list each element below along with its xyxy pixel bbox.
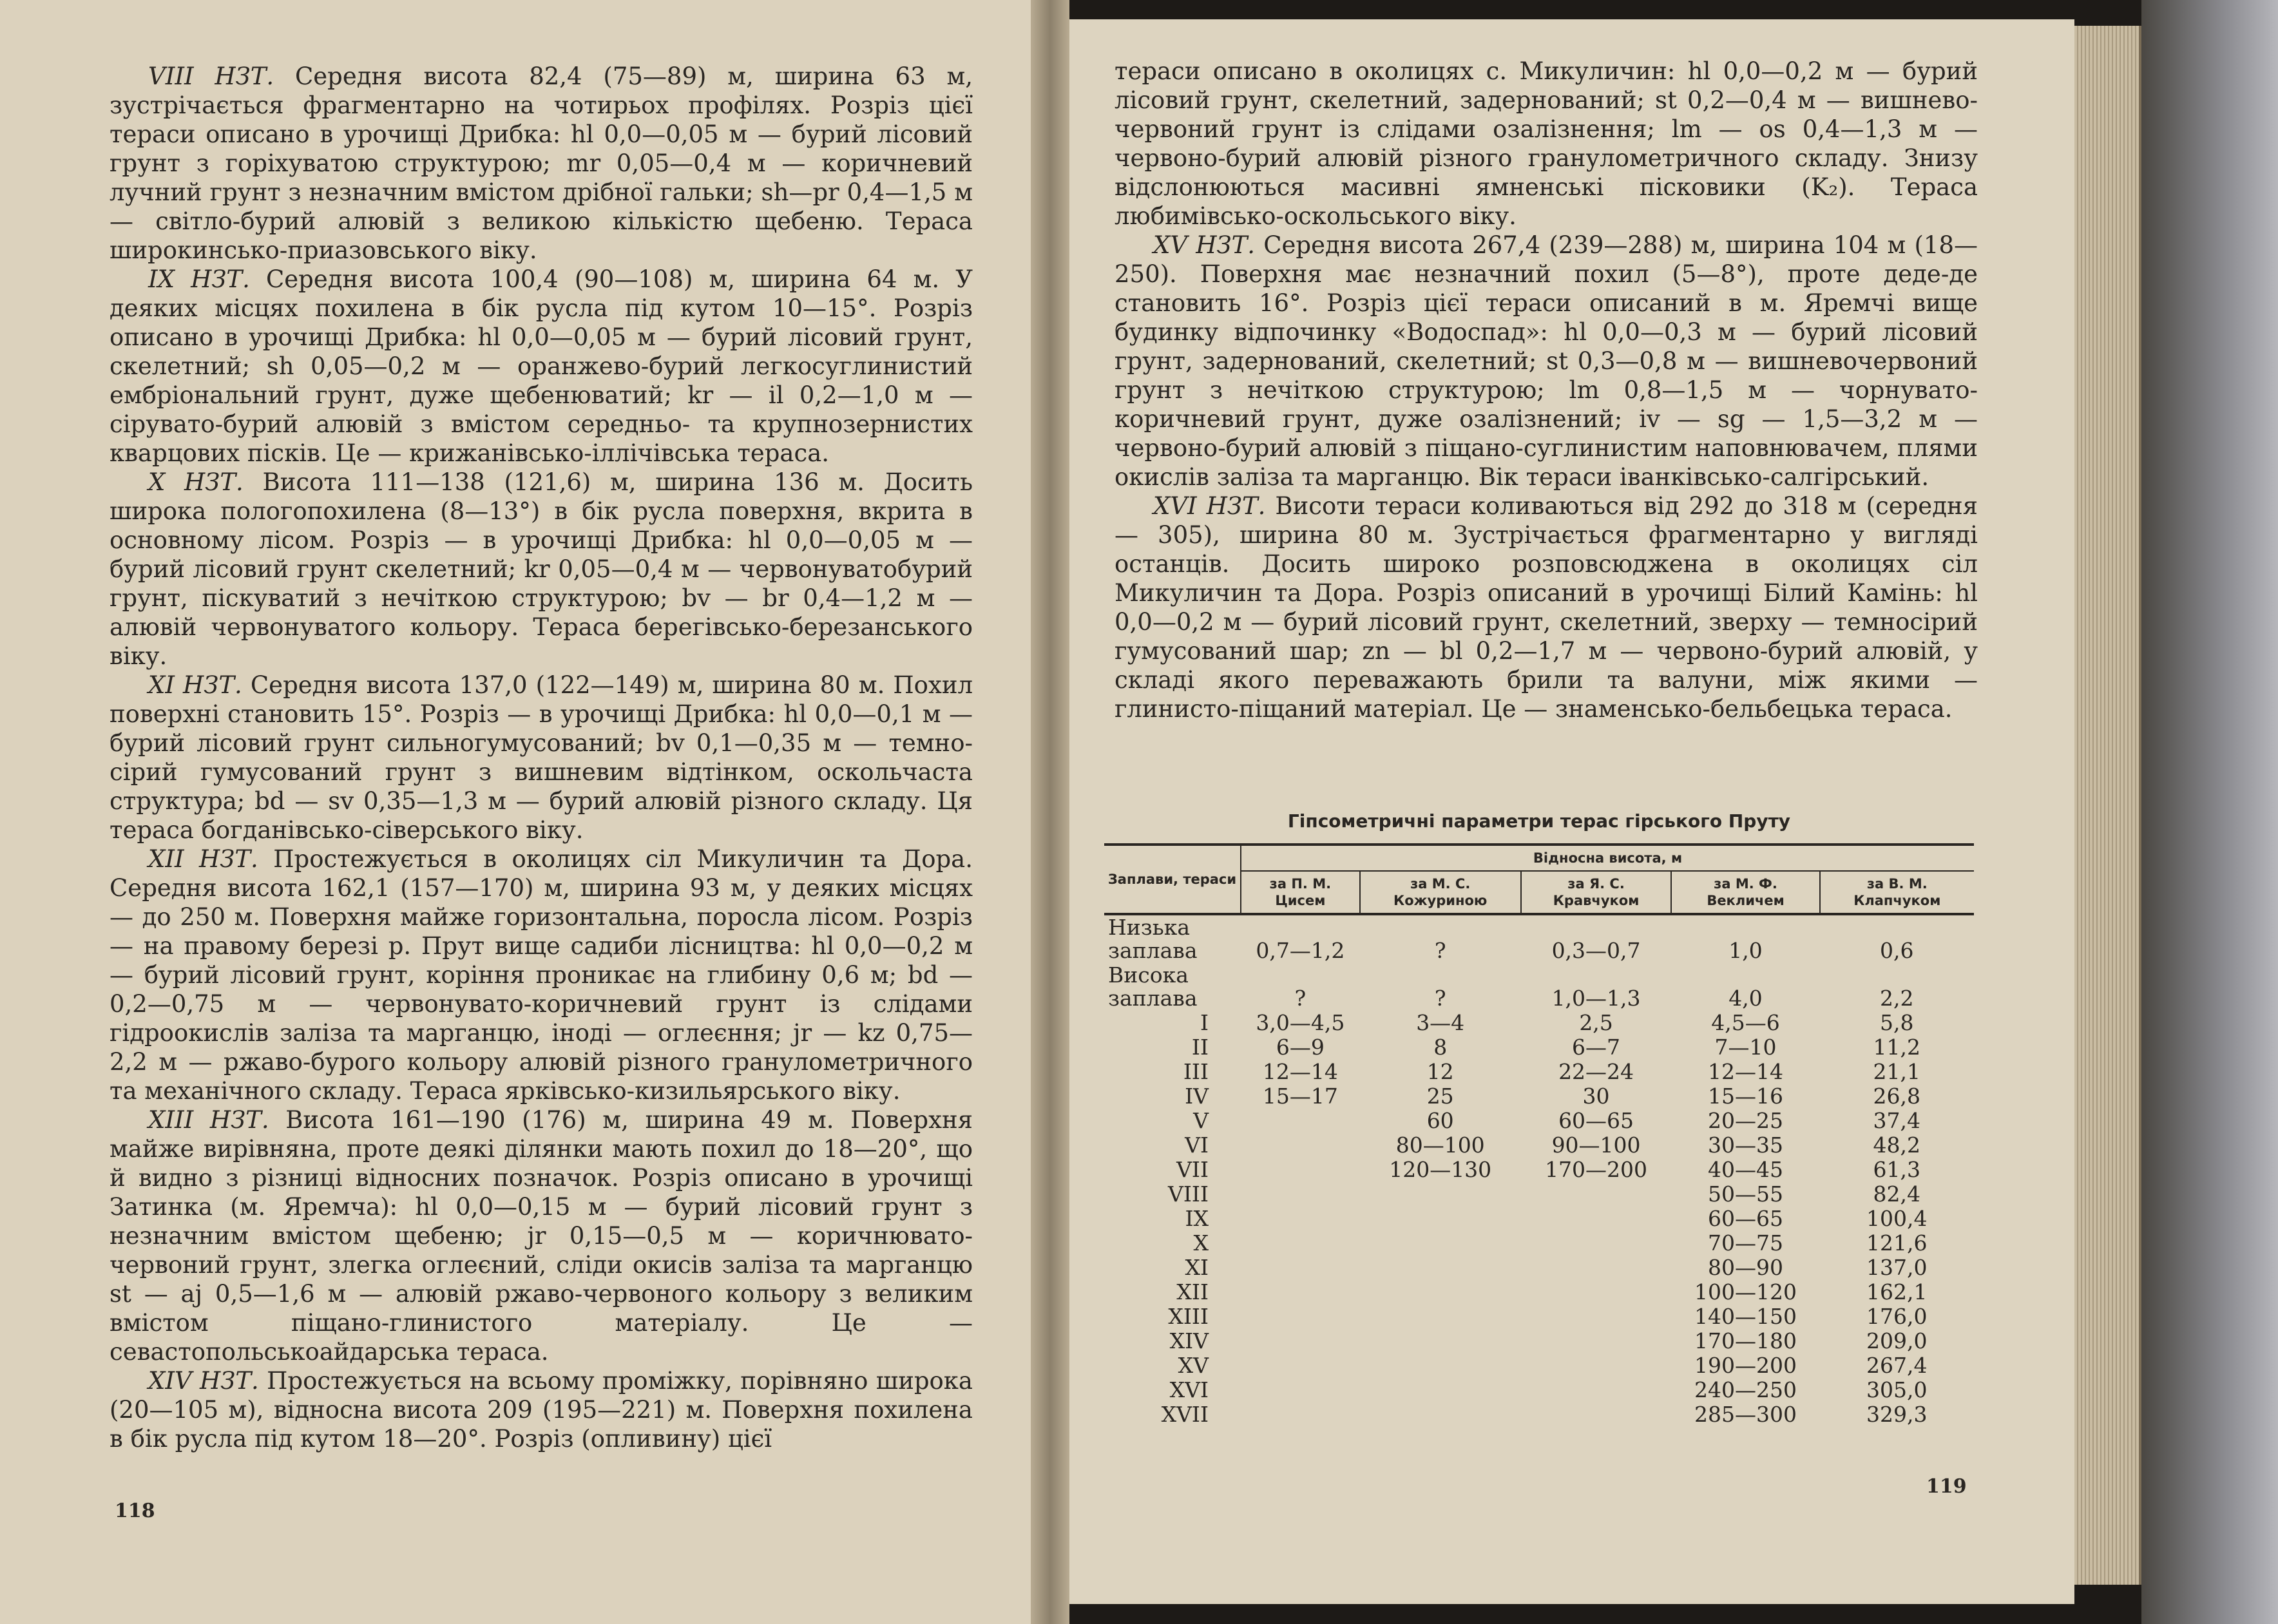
row-label: XIV xyxy=(1169,1328,1209,1353)
table-cell: 6—7 xyxy=(1572,1035,1621,1060)
page-number-left: 118 xyxy=(115,1500,155,1522)
table-cell: 329,3 xyxy=(1866,1402,1928,1427)
table-cell: 6—9 xyxy=(1276,1035,1325,1060)
table-cell xyxy=(1360,1231,1521,1256)
table-cell: 3,0—4,5 xyxy=(1256,1010,1345,1035)
table-cell: 15—16 xyxy=(1708,1084,1784,1109)
hypsometric-table xyxy=(1104,843,1974,1427)
table-cell: ? xyxy=(1294,986,1306,1011)
table-row xyxy=(1104,1182,1974,1207)
table-cell: 20—25 xyxy=(1708,1108,1784,1133)
table-cell xyxy=(1241,1256,1360,1280)
table-row xyxy=(1104,1060,1974,1084)
terrace-heading: XV НЗТ. xyxy=(1153,231,1256,259)
terrace-heading: IX НЗТ. xyxy=(148,265,250,293)
table-row xyxy=(1104,1109,1974,1133)
table-cell xyxy=(1521,1231,1672,1256)
table-cell: 137,0 xyxy=(1866,1255,1928,1280)
table-row xyxy=(1104,1329,1974,1353)
row-label: XII xyxy=(1176,1279,1209,1304)
row-label: Низька заплава xyxy=(1108,915,1198,963)
table-cell: 30—35 xyxy=(1708,1132,1784,1158)
table-cell: 11,2 xyxy=(1873,1035,1921,1060)
table-cell xyxy=(1360,1329,1521,1353)
table-cell: 2,5 xyxy=(1579,1010,1613,1035)
table-cell: 60 xyxy=(1426,1108,1454,1133)
table-cell: 4,5—6 xyxy=(1711,1010,1780,1035)
table-cell: 7—10 xyxy=(1714,1035,1777,1060)
table-row xyxy=(1104,1280,1974,1304)
paragraph xyxy=(110,1366,973,1453)
table-cell: 2,2 xyxy=(1880,986,1914,1011)
row-label: VII xyxy=(1176,1157,1209,1182)
table-row xyxy=(1104,1084,1974,1109)
table-cell xyxy=(1241,1109,1360,1133)
terrace-heading: XI НЗТ. xyxy=(148,671,242,699)
left-page-text xyxy=(110,62,973,1453)
paragraph-body: тераси описано в околицях с. Микуличин: hl 0,0—0,2 м — бурий лісовий грунт, скелетний, задернований; st 0,2—0,4 м — вишнево-червоний грунт із слідами озалізнення; lm — os 0,4—1,3 м — червоно-бурий алювій різного гранулометричного складу. Знизу відслонюються масивні ямненські пісковики (K₂). Тераса любимівсько-оскольського віку. xyxy=(1115,57,1978,230)
book-gutter xyxy=(1031,0,1069,1624)
table-cell xyxy=(1521,1402,1672,1427)
paragraph-body: Середня висота 137,0 (122—149) м, ширина 80 м. Похил поверхні становить 15°. Розріз — в урочищі Дрибка: hl 0,0—0,1 м — бурий лісовий грунт сильногумусований; bv 0,1—0,35 м — темно-сірий гумусований грунт з вишневим відтінком, оскольчаста структура; bd — sv 0,35—1,3 м — бурий алювій різного складу. Ця тераса богданівсько-сіверського віку. xyxy=(110,671,973,844)
table-cell xyxy=(1360,1378,1521,1402)
table-cell xyxy=(1360,1280,1521,1304)
table-cell: 60—65 xyxy=(1708,1206,1784,1231)
table-row xyxy=(1104,1402,1974,1427)
table-cell xyxy=(1521,1280,1672,1304)
table-cell: 121,6 xyxy=(1866,1230,1928,1256)
paragraph-body: Середня висота 267,4 (239—288) м, ширина 104 м (18—250). Поверхня має незначний похил (5—8°), проте деде-де становить 16°. Розріз цієї тераси описаний в м. Яремчі вище будинку відпочинку «Водоспад»: hl 0,0—0,3 м — бурий лісовий грунт, задернований, скелетний; st 0,3—0,8 м — вишневочервоний грунт з нечіткою структурою; lm 0,8—1,5 м — чорнувато-коричневий грунт, дуже озалізнений; iv — sg — 1,5—3,2 м — червоно-бурий алювій з піщано-суглинистим наповнювачем, плями окислів заліза та марганцю. Вік тераси іванківсько-салгірський. xyxy=(1115,231,1978,491)
paragraph xyxy=(110,265,973,468)
right-page-text xyxy=(1115,57,1978,723)
table-cell: 5,8 xyxy=(1880,1010,1914,1035)
table-row xyxy=(1104,1035,1974,1060)
row-label: VIII xyxy=(1168,1181,1209,1207)
table-row xyxy=(1104,963,1974,1011)
table-cell xyxy=(1360,1256,1521,1280)
table-cell xyxy=(1241,1231,1360,1256)
table-cell: 170—180 xyxy=(1694,1328,1797,1353)
table-row xyxy=(1104,1256,1974,1280)
column-header: за Я. С. Кравчуком xyxy=(1521,871,1672,914)
hypsometric-table-block xyxy=(1104,810,1974,1427)
table-row xyxy=(1104,1207,1974,1231)
terrace-heading: XVI НЗТ. xyxy=(1153,492,1266,520)
table-cell: 48,2 xyxy=(1873,1132,1921,1158)
table-cell: 26,8 xyxy=(1873,1084,1921,1109)
table-cell xyxy=(1241,1329,1360,1353)
paragraph xyxy=(110,845,973,1105)
row-label: II xyxy=(1191,1035,1209,1060)
table-cell: 190—200 xyxy=(1694,1353,1797,1378)
table-cell: 170—200 xyxy=(1545,1157,1648,1182)
column-header: за П. М. Цисем xyxy=(1241,871,1360,914)
column-header: за М. С. Кожуриною xyxy=(1360,871,1521,914)
table-body xyxy=(1104,914,1974,1427)
row-label: XV xyxy=(1178,1353,1209,1378)
table-cell: 80—90 xyxy=(1708,1255,1784,1280)
table-cell: 90—100 xyxy=(1551,1132,1641,1158)
table-cell xyxy=(1521,1256,1672,1280)
table-cell xyxy=(1521,1329,1672,1353)
table-cell: 25 xyxy=(1426,1084,1454,1109)
table-cell xyxy=(1241,1182,1360,1207)
table-cell: 50—55 xyxy=(1708,1181,1784,1207)
table-cell: 209,0 xyxy=(1866,1328,1928,1353)
table-cell: ? xyxy=(1434,938,1446,963)
table-cell: 30 xyxy=(1582,1084,1610,1109)
table-cell xyxy=(1521,1353,1672,1378)
table-cell: 12—14 xyxy=(1708,1059,1784,1084)
table-cell xyxy=(1360,1402,1521,1427)
table-cell: 12—14 xyxy=(1262,1059,1338,1084)
row-label: XIII xyxy=(1168,1304,1209,1329)
background xyxy=(2141,0,2278,1624)
table-cell: 12 xyxy=(1426,1059,1454,1084)
table-cell: 0,3—0,7 xyxy=(1551,938,1641,963)
table-cell: 60—65 xyxy=(1558,1108,1634,1133)
terrace-heading: VIII НЗТ. xyxy=(148,62,274,90)
table-row xyxy=(1104,1158,1974,1182)
table-row xyxy=(1104,1304,1974,1329)
table-cell: ? xyxy=(1434,986,1446,1011)
group-header: Відносна висота, м xyxy=(1241,845,1974,871)
table-row xyxy=(1104,1011,1974,1035)
paragraph xyxy=(110,468,973,671)
row-label: IV xyxy=(1185,1084,1209,1109)
table-cell: 61,3 xyxy=(1873,1157,1921,1182)
table-cell: 285—300 xyxy=(1694,1402,1797,1427)
table-cell xyxy=(1241,1304,1360,1329)
table-row xyxy=(1104,1378,1974,1402)
terrace-heading: XIII НЗТ. xyxy=(148,1106,269,1134)
paragraph xyxy=(110,1105,973,1366)
table-cell: 15—17 xyxy=(1262,1084,1338,1109)
page-edges xyxy=(2074,26,2141,1585)
row-label: IX xyxy=(1185,1206,1209,1231)
table-cell xyxy=(1521,1182,1672,1207)
table-cell: 40—45 xyxy=(1708,1157,1784,1182)
row-label: VI xyxy=(1185,1132,1209,1158)
paragraph xyxy=(110,62,973,265)
table-cell: 140—150 xyxy=(1694,1304,1797,1329)
paragraph-body: Висота 111—138 (121,6) м, ширина 136 м. Досить широка пологопохилена (8—13°) в бік русла поверхня, вкрита в основному лісом. Розріз — в урочищі Дрибка: hl 0,0—0,05 м — бурий лісовий грунт скелетний; kr 0,05—0,4 м — червонуватобурий грунт, піскуватий з нечіткою структурою; bv — br 0,4—1,2 м — алювій червонуватого кольору. Тераса берегівсько-березанського віку. xyxy=(110,468,973,670)
table-cell xyxy=(1360,1207,1521,1231)
table-cell: 70—75 xyxy=(1708,1230,1784,1256)
table-cell xyxy=(1241,1378,1360,1402)
paragraph xyxy=(1115,231,1978,492)
table-cell: 305,0 xyxy=(1866,1377,1928,1402)
paragraph-body: Простежується в околицях сіл Микуличин та Дора. Середня висота 162,1 (157—170) м, ширина 93 м, у деяких місцях — до 250 м. Поверхня майже горизонтальна, поросла лісом. Розріз — на правому березі р. Прут вище садиби лісництва: hl 0,0—0,2 м — бурий лісовий грунт, коріння проникає на глибину 0,6 м; bd — 0,2—0,75 м — червонувато-коричневий грунт із слідами гідроокислів заліза та марганцю, іноді — оглеєння; jr — kz 0,75—2,2 м — ржаво-бурого кольору алювій різного гранулометричного та механічного складу. Тераса ярківсько-кизильярського віку. xyxy=(110,845,973,1105)
row-label: I xyxy=(1200,1010,1209,1035)
paragraph xyxy=(110,671,973,845)
table-cell: 0,7—1,2 xyxy=(1256,938,1345,963)
table-cell: 100—120 xyxy=(1694,1279,1797,1304)
table-cell: 162,1 xyxy=(1866,1279,1928,1304)
table-cell: 120—130 xyxy=(1389,1157,1492,1182)
table-cell xyxy=(1521,1304,1672,1329)
table-cell xyxy=(1241,1133,1360,1158)
row-label: XVII xyxy=(1161,1402,1209,1427)
table-row xyxy=(1104,1353,1974,1378)
table-cell xyxy=(1521,1378,1672,1402)
table-cell: 1,0 xyxy=(1728,938,1763,963)
table-cell xyxy=(1360,1182,1521,1207)
paragraph xyxy=(1115,57,1978,231)
table-cell: 1,0—1,3 xyxy=(1551,986,1641,1011)
table-row xyxy=(1104,1133,1974,1158)
table-cell xyxy=(1241,1207,1360,1231)
terrace-heading: XIV НЗТ. xyxy=(148,1367,259,1395)
row-label: Висока заплава xyxy=(1108,962,1198,1011)
row-label: III xyxy=(1183,1059,1209,1084)
table-cell xyxy=(1241,1280,1360,1304)
terrace-heading: XII НЗТ. xyxy=(148,845,258,873)
paragraph-body: Середня висота 100,4 (90—108) м, ширина 64 м. У деяких місцях похилена в бік русла під кутом 10—15°. Розріз описано в урочищі Дрибка: hl 0,0—0,05 м — бурий лісовий грунт, скелетний; sh 0,05—0,2 м — оранжево-бурий легкосуглинистий ембріональний грунт, дуже щебенюватий; kr — il 0,2—1,0 м — сірувато-бурий алювій з вмістом середньо- та крупнозернистих кварцових пісків. Це — крижанівсько-іллічівська тераса. xyxy=(110,265,973,467)
table-cell xyxy=(1360,1304,1521,1329)
table-cell xyxy=(1241,1402,1360,1427)
table-cell: 22—24 xyxy=(1558,1059,1634,1084)
column-header: за М. Ф. Векличем xyxy=(1671,871,1819,914)
row-label: XVI xyxy=(1169,1377,1209,1402)
table-cell xyxy=(1241,1158,1360,1182)
table-cell: 8 xyxy=(1433,1035,1448,1060)
row-label: XI xyxy=(1185,1255,1209,1280)
table-cell xyxy=(1521,1207,1672,1231)
table-title: Гіпсометричні параметри терас гірського Пруту xyxy=(1287,810,1791,832)
corner-header: Заплави, тераси xyxy=(1104,845,1241,914)
table-cell: 82,4 xyxy=(1873,1181,1921,1207)
table-cell: 21,1 xyxy=(1873,1059,1921,1084)
paragraph-body: Висота 161—190 (176) м, ширина 49 м. Поверхня майже вирівняна, проте деякі ділянки мають похил до 18—20°, що й видно з різниці відносних позначок. Розріз описано в урочищі Затинка (м. Яремча): hl 0,0—0,15 м — бурий лісовий грунт з незначним вмістом щебеню; jr 0,15—0,5 м — коричнювато-червоний грунт, злегка оглеєний, сліди окисів заліза та марганцю st — aj 0,5—1,6 м — алювій ржаво-червоного кольору з великим вмістом піщано-глинистого матеріалу. Це — севастопольськоайдарська тераса. xyxy=(110,1106,973,1366)
table-cell: 80—100 xyxy=(1395,1132,1485,1158)
table-cell: 0,6 xyxy=(1880,938,1914,963)
terrace-heading: X НЗТ. xyxy=(148,468,244,496)
table-row xyxy=(1104,1231,1974,1256)
table-cell: 176,0 xyxy=(1866,1304,1928,1329)
table-cell: 100,4 xyxy=(1866,1206,1928,1231)
table-cell xyxy=(1360,1353,1521,1378)
table-cell: 267,4 xyxy=(1866,1353,1928,1378)
paragraph-body: Простежується на всьому проміжку, порівняно широка (20—105 м), відносна висота 209 (195—221) м. Поверхня похилена в бік русла під кутом 18—20°. Розріз (опливину) цієї xyxy=(110,1367,973,1453)
row-label: V xyxy=(1193,1108,1209,1133)
page-number-right: 119 xyxy=(1926,1475,1967,1498)
paragraph-body: Середня висота 82,4 (75—89) м, ширина 63 м, зустрічається фрагментарно на чотирьох профілях. Розріз цієї тераси описано в урочищі Дрибка: hl 0,0—0,05 м — бурий лісовий грунт з горіхуватою структурою; mr 0,05—0,4 м — коричневий лучний грунт з незначним вмістом дрібної гальки; sh—pr 0,4—1,5 м — світло-бурий алювій з великою кількістю щебеню. Тераса широкинсько-приазовського віку. xyxy=(110,62,973,264)
table-cell: 4,0 xyxy=(1728,986,1763,1011)
paragraph xyxy=(1115,492,1978,723)
row-label: X xyxy=(1193,1230,1209,1256)
table-cell xyxy=(1241,1353,1360,1378)
paragraph-body: Висоти тераси коливаються від 292 до 318 м (середня — 305), ширина 80 м. Зустрічається фрагментарно у вигляді останців. Досить широко розповсюджена в околицях сіл Микуличин та Дора. Розріз описаний в урочищі Білий Камінь: hl 0,0—0,2 м — бурий лісовий грунт, скелетний, зверху — темносірий гумусований шар; zn — bl 0,2—1,7 м — червоно-бурий алювій, у складі якого переважають брили та валуни, між якими — глинисто-піщаний матеріал. Це — знаменсько-бельбецька тераса. xyxy=(1115,492,1978,723)
table-cell: 37,4 xyxy=(1873,1108,1921,1133)
column-header: за В. М. Клапчуком xyxy=(1820,871,1974,914)
table-row xyxy=(1104,914,1974,963)
table-cell: 240—250 xyxy=(1694,1377,1797,1402)
table-cell: 3—4 xyxy=(1416,1010,1465,1035)
